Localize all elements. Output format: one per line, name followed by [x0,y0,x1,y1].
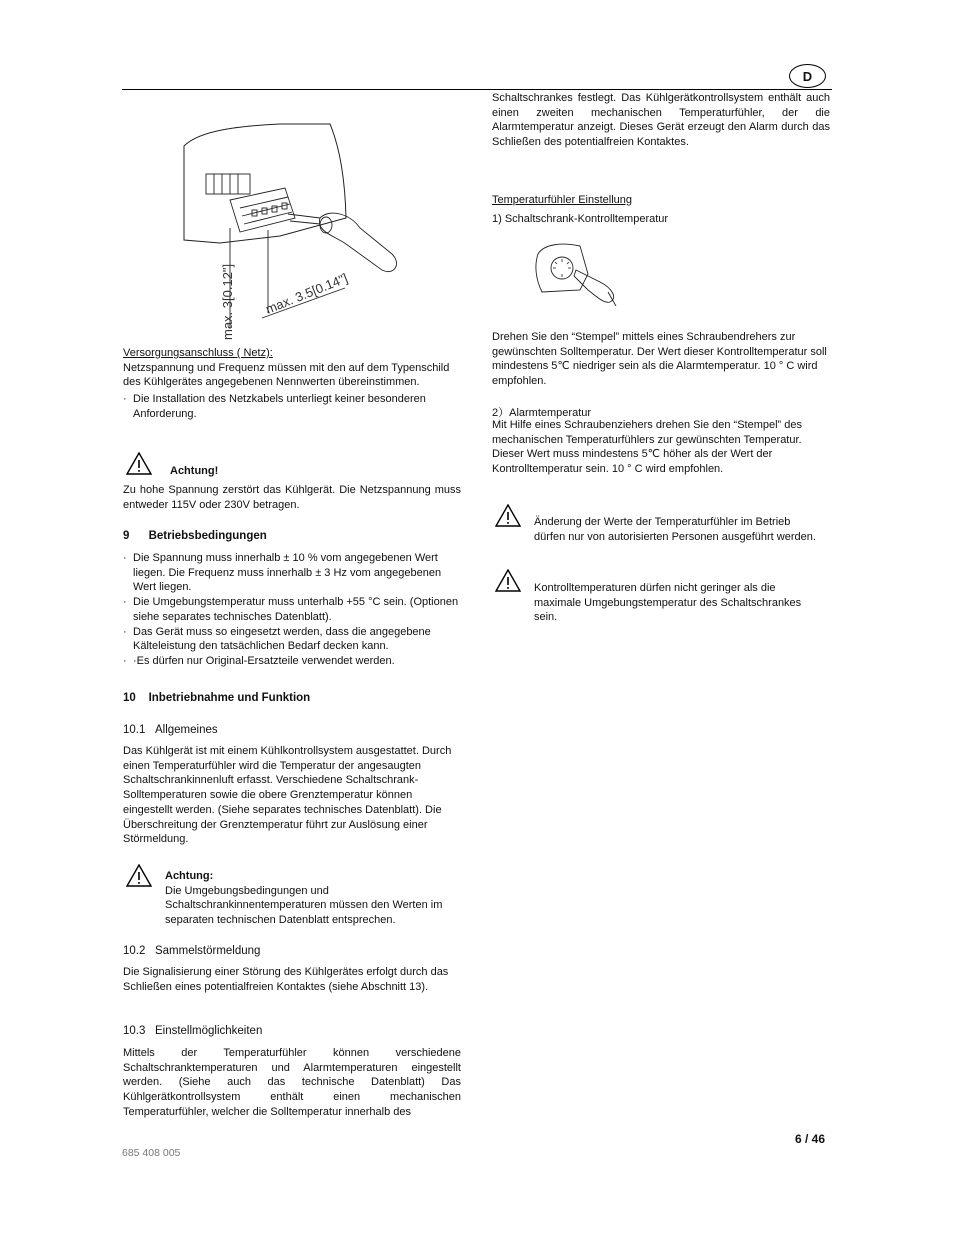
language-badge: D [789,64,826,88]
header-rule [122,89,832,90]
sensor-item-2-heading: 2）Alarmtemperatur [492,407,592,419]
warning-2-text: Die Umgebungsbedingungen und Schaltschrankinnentemperaturen müssen den Werten im separaten technischen Datenblatt entsprechen. [165,884,443,927]
section-10-3-text: Mittels der Temperaturfühler können verschiedene Schaltschranktemperaturen und Alarmtemperaturen eingestellt werden. (Siehe auch das technische Datenblatt) Das Kühlgerätkontrollsystem enthält einen mechanischen Temperaturfühler, welcher die Solltemperatur innerhalb des [123,1047,461,1118]
sensor-item-1-heading: 1) Schaltschrank-Kontrolltemperatur [492,213,669,225]
warning-2 [165,869,463,928]
left-column [123,346,461,422]
list-item: · Das Gerät muss so eingesetzt werden, dass die angegebene Kälteleistung den tatsächlichen Bedarf decken kann. [123,625,431,653]
list-item: · ·Es dürfen nur Original-Ersatzteile verwendet werden. [123,654,395,667]
section-10-heading: 10 Inbetriebnahme und Funktion [123,692,311,704]
section-10-1-text: Das Kühlgerät ist mit einem Kühlkontrollsystem ausgestattet. Durch einen Temperaturfühler wird die Temperatur der angesaugten Schaltschrankinnenluft erfasst. Verschiedene Schaltschrank-Solltemperaturen sowie die obere Grenztemperatur können eingestellt werden. (Siehe separates technisches Datenblatt). Die Überschreitung der Grenztemperatur führt zur Auslösung einer Störmeldung. [123,745,452,846]
warning-3-text: Änderung der Werte der Temperaturfühler im Betrieb dürfen nur von autorisierten Personen ausgeführt werden. [534,516,816,543]
warning-icon [495,569,521,592]
figure-label-height: max. 3[0.12"] [220,263,235,340]
section-10-2-text: Die Signalisierung einer Störung des Kühlgerätes erfolgt durch das Schließen eines potentialfreien Kontaktes (siehe Abschnitt 13). [123,966,449,993]
page-number: 6 / 46 [795,1132,826,1146]
power-text: Netzspannung und Frequenz müssen mit den auf dem Typenschild des Kühlgerätes angegebenen Nennwerten übereinstimmen. [123,361,450,389]
power-heading: Versorgungsanschluss ( Netz): [123,347,273,359]
warning-4-text: Kontrolltemperaturen dürfen nicht geringer als die maximale Umgebungstemperatur des Schaltschrankes sein. [534,582,802,624]
sensor-settings-heading: Temperaturfühler Einstellung [492,194,633,206]
figure-label-length: max. 3.5[0.14"] [263,270,350,317]
section-9-list [123,551,461,669]
section-10-3-heading: 10.3 Einstellmöglichkeiten [123,1025,263,1037]
right-continuation-text: Schaltschrankes festlegt. Das Kühlgerätkontrollsystem enthält auch einen zweiten mechanischen Temperaturfühler, der die Alarmtemperatur anzeigt. Dieses Gerät erzeugt den Alarm durch das Schließen des potentialfreien Kontaktes. [492,92,830,149]
warning-icon [495,504,521,527]
section-9-heading: 9 Betriebsbedingungen [123,530,267,542]
section-10-2-heading: 10.2 Sammelstörmeldung [123,945,261,957]
warning-1-text: Zu hohe Spannung zerstört das Kühlgerät. Die Netzspannung muss entweder 115V oder 230V betragen. [123,484,461,511]
sensor-item-2-text: Mit Hilfe eines Schraubenziehers drehen Sie den “Stempel” des mechanischen Temperaturfühlers zur gewünschten Temperatur. Dieser Wert muss mindestens 5℃ höher als der Wert der Kontrolltemperatur sein. 10 ° C wird empfohlen. [492,419,802,476]
warning-icon [126,452,152,475]
thermostat-dial-figure [532,240,622,306]
power-bullet: · Die Installation des Netzkabels unterliegt keiner besonderen Anforderung. [123,393,426,420]
document-number: 685 408 005 [122,1147,181,1159]
section-10-1-heading: 10.1 Allgemeines [123,724,218,736]
power-connector-figure [170,118,410,343]
warning-2-title: Achtung: [165,870,214,882]
list-item: · Die Spannung muss innerhalb ± 10 % vom angegebenen Wert liegen. Die Frequenz muss innerhalb ± 3 Hz vom angegebenen Wert liegen. [123,552,442,594]
list-item: · Die Umgebungstemperatur muss unterhalb +55 °C sein. (Optionen siehe separates technisches Datenblatt). [123,596,459,623]
warning-icon [126,864,152,887]
warning-1-title: Achtung! [170,465,219,477]
sensor-item-1-text: Drehen Sie den “Stempel” mittels eines Schraubendrehers zur gewünschten Solltemperatur. Der Wert dieser Kontrolltemperatur soll mindestens 5℃ niedriger sein als die Alarmtemperatur. 10 ° C wird empfohlen. [492,331,827,388]
